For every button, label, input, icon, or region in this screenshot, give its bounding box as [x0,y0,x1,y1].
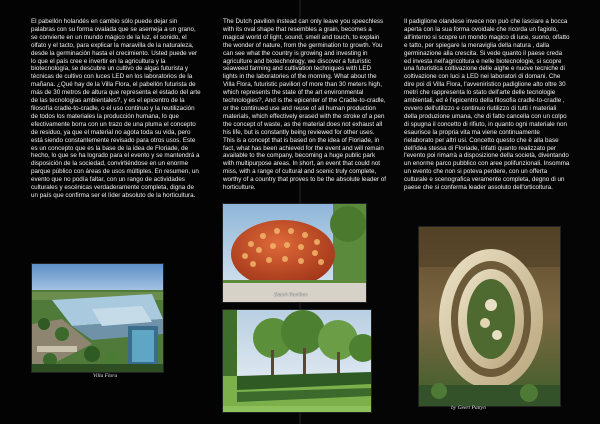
sculpture-photo [418,226,561,407]
english-paragraph: The Dutch pavilion instead can only leave you speechless with its oval shape that resembles a grain, becomes a magical world of light, sound, smell and touch, to explain the wonder of nature, from the germination to growth. You can see what the country is growing and investing in agriculture and biotechnology, we discover a futuristic seaweed farming and cultivation techniques with LED lights in the laboratories of the morning. What about the Villa Flora, futuristic pavilion of more than 30 meters high, which represents the state of the art environmental technologies?, And is the epicenter of the Cradle-to-cradle, or the continued use and reuse of all human production materials, which effectively erased with the stroke of a pen the concept of waste, as the material does not exhaust all his life, but is constantly being reviewed for other uses. This is a concept that is based on the idea of Floriade, in fact, what has been achieved for the event and will remain available to the company, becoming a huge public park with multipurpose areas. In short, an event that could not miss, with a range of cultural and scenic truly complete, worthy of a country that proves to be the absolute leader of horticulture. [223,18,386,192]
sculpture-caption: by Geert Pattyn [451,405,486,411]
english-text-column [223,18,386,192]
spanish-text-column [31,18,201,200]
villa-flora-caption: Villa Flora [93,373,118,379]
spanish-paragraph: El pabellón holandés en cambio sólo puede dejar sin palabras con su forma ovalada que se asemeja a un grano, se convierte en un mundo mágico de la luz, el sonido, el olfato y el tacto, para explicar la maravilla de la naturaleza, desde la germinación hasta el crecimiento. Usted puede ver lo que el país cree e invertir en la agricultura y la biotecnología, se descubre un cultivo de algas futurista y técnicas de cultivo con luces LED en los laboratorios de la mañana. ¿Qué hay de la Villa Flora, el pabellón futurista de más de 30 metros de altura que representa el estado del arte de las tecnologías ambientales?, y es el epicentro de la filosofía cradle-to-cradle, o el uso continuo y la reutilización de todos los materiales la producción humana, lo que efectivamente borra con un trazo de una pluma el concepto de residuo, ya que el material no agota toda su vida, pero está siendo constantemente revisado para otros usos. Este es un concepto que es la base de la idea de Floriade, de hecho, lo que se ha logrado para el evento y se mantendrá a disposición de la sociedad, convirtiéndose en un enorme parque público con áreas de usos múltiples. En resumen, un evento que no podía faltar, con un rango de actividades culturales y escénicas verdaderamente completa, digna de un país que confirma ser el líder absoluto de la horticultura. [31,18,201,199]
villa-flora-photo [31,263,164,373]
dutch-pavilion-photo [222,203,367,303]
dutch-pavilion-caption: Dutch Pavilion [274,292,308,298]
park-photo [222,309,372,413]
italian-text-column [404,18,570,192]
italian-paragraph: Il padiglione olandese invece non può che lasciare a bocca aperta con la sua forma ovoidale che ricorda un fagiolo, all'interno si scopre un mondo magico di luce, suono, olfatto e tatto, per spiegare la meraviglia della natura , dalla germinazione alla crescita. Si vede quanto il paese creda ed investa nell'agricoltura e nelle biotecnologie, si scopre una futuristica coltivazione delle alghe e nuove tecniche di coltivazione con luci a LED nei laboratori di domani. Che dire poi di Villa Flora, l'avveniristico padiglione alto oltre 30 metri che rappresenta lo stato dell'arte delle tecnologie ambientali, ed è l'epicentro della filosofia cradle-to-cradle , ovvero dell'utilizzo e continuo riutilizzo di tutti i materiali della produzione umana, che di fatto cancella con un colpo di spugna il concetto di rifiuto, in quanto ogni materiale non esaurisce la propria vita ma viene continuamente rielaborato per altri usi. Concetto questo che è alla base dell'idea stessa di Floriade, infatti quanto realizzato per l'evento poi rimarrà a disposizione della società, diventando un enorme parco pubblico con aree polifunzionali. Insomma un evento che non si poteva perdere, con un offerta culturale e scenografica veramente completa, degno di un paese che si conferma leader assoluto dell'orticoltura. [404,18,570,192]
